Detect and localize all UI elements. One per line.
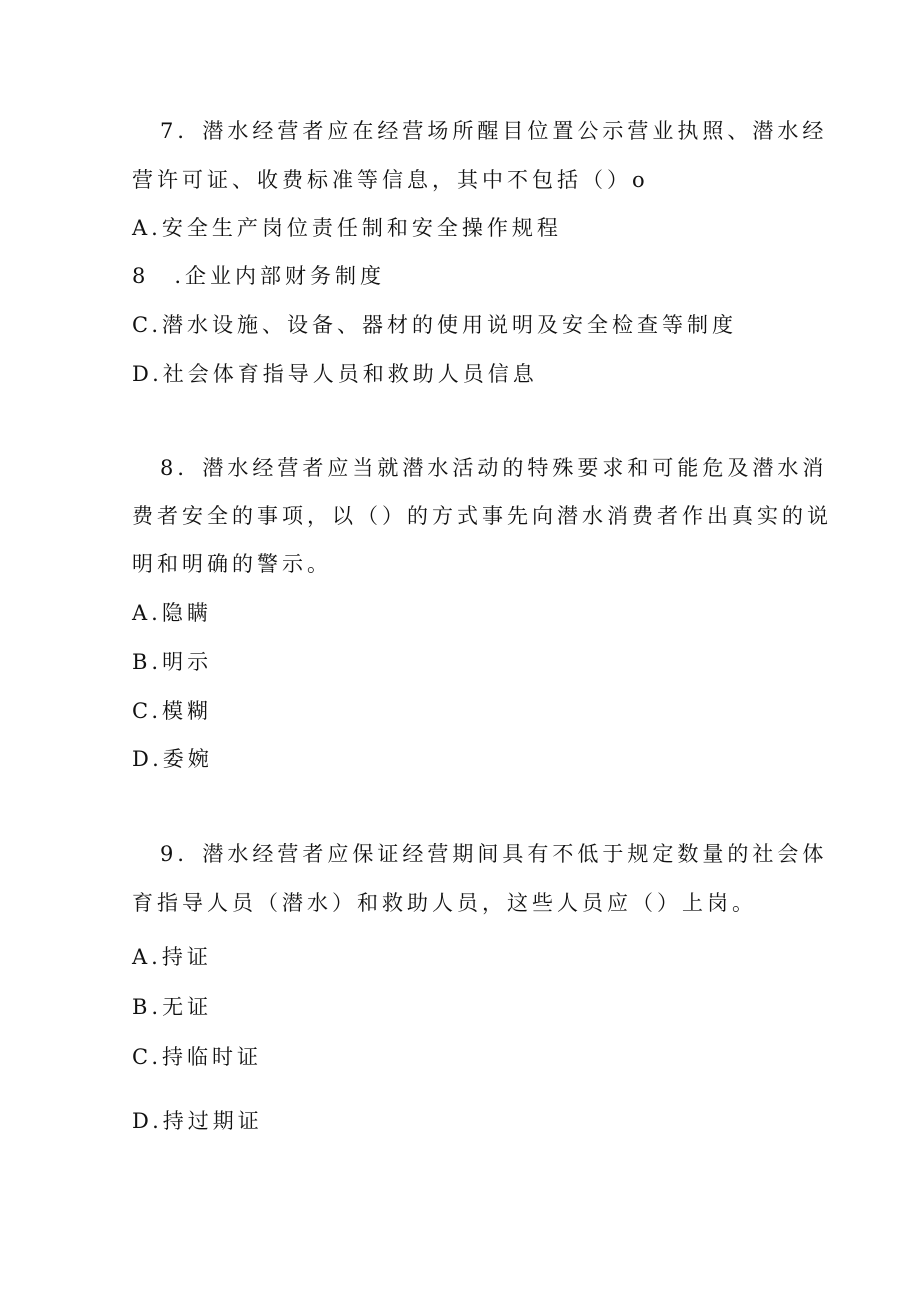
- question-8-option-b: B.明示: [132, 650, 213, 674]
- question-7-option-d: D.社会体育指导人员和救助人员信息: [132, 362, 538, 386]
- question-9-stem-line-1: 9．潜水经营者应保证经营期间具有不低于规定数量的社会体: [160, 842, 828, 866]
- question-8-stem-line-1: 8．潜水经营者应当就潜水活动的特殊要求和可能危及潜水消: [160, 456, 828, 480]
- question-9-stem-line-2: 育指导人员（潜水）和救助人员，这些人员应（）上岗。: [132, 891, 757, 915]
- question-8-stem-line-2: 费者安全的事项，以（）的方式事先向潜水消费者作出真实的说: [132, 504, 832, 528]
- question-7-option-c: C.潜水设施、设备、器材的使用说明及安全检查等制度: [132, 313, 737, 337]
- question-8-stem-line-3: 明和明确的警示。: [132, 552, 332, 576]
- question-7-option-a: A.安全生产岗位责任制和安全操作规程: [132, 216, 562, 240]
- question-7-stem-line-1: 7．潜水经营者应在经营场所醒目位置公示营业执照、潜水经: [160, 119, 828, 143]
- question-9-option-c: C.持临时证: [132, 1045, 262, 1069]
- question-9-option-a: A.持证: [132, 945, 212, 969]
- question-8-option-d: D.委婉: [132, 747, 213, 771]
- question-7-option-b: 8 .企业内部财务制度: [132, 264, 386, 288]
- question-8-option-a: A.隐瞒: [132, 601, 212, 625]
- question-9-option-d: D.持过期证: [132, 1109, 263, 1133]
- question-7-stem-line-2: 营许可证、收费标准等信息，其中不包括（）o: [132, 168, 649, 192]
- question-8-option-c: C.模糊: [132, 699, 212, 723]
- question-9-option-b: B.无证: [132, 995, 213, 1019]
